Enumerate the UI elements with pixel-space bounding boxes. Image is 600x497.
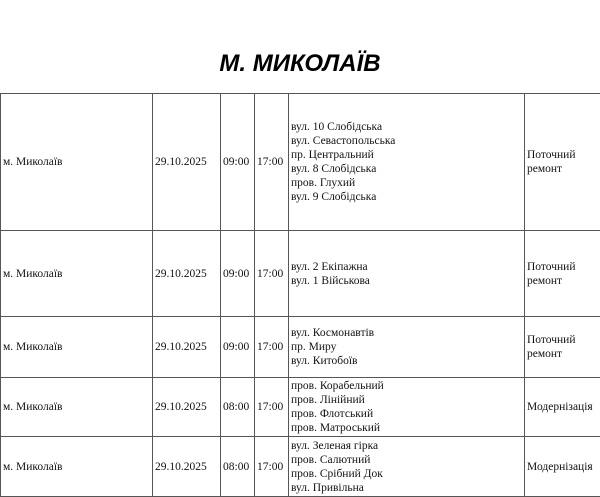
street-name: вул. 1 Військова	[291, 274, 370, 287]
streets-cell	[289, 437, 525, 497]
work-type-cell: Модернізація	[525, 437, 600, 497]
city-cell: м. Миколаїв	[1, 437, 153, 497]
city-cell: м. Миколаїв	[1, 378, 153, 437]
date-cell: 29.10.2025	[153, 94, 221, 231]
table-row	[1, 94, 600, 231]
start-time-cell: 09:00	[221, 317, 255, 378]
table-row	[1, 378, 600, 437]
street-name: вул. 9 Слобідська	[291, 191, 377, 203]
street-name: вул. 10 Слобідська	[291, 121, 383, 133]
street-name: пров. Салютний	[291, 453, 371, 466]
end-time-cell: 17:00	[255, 231, 289, 317]
start-time-cell: 08:00	[221, 378, 255, 437]
street-name: пр. Миру	[291, 341, 337, 353]
end-time-cell: 17:00	[255, 94, 289, 231]
start-time-cell: 08:00	[221, 437, 255, 497]
work-type-cell: Поточний ремонт	[525, 317, 600, 378]
outage-schedule-table	[0, 93, 600, 497]
work-type-cell: Модернізація	[525, 378, 600, 437]
streets-cell	[289, 317, 525, 378]
date-cell: 29.10.2025	[153, 437, 221, 497]
street-name: вул. Космонавтів	[291, 327, 375, 339]
street-name: пров. Срібний Док	[291, 467, 383, 480]
street-name: вул. 2 Екіпажна	[291, 260, 368, 273]
street-name: пров. Флотський	[291, 408, 374, 420]
street-name: вул. Зеленая гірка	[291, 439, 379, 452]
city-cell: м. Миколаїв	[1, 94, 153, 231]
start-time-cell: 09:00	[221, 231, 255, 317]
street-name: пров. Глухий	[291, 177, 356, 189]
street-name: вул. Китобоїв	[291, 355, 358, 367]
streets-cell	[289, 94, 525, 231]
street-name: вул. Привільна	[291, 481, 364, 494]
streets-cell	[289, 231, 525, 317]
streets-cell	[289, 378, 525, 437]
date-cell: 29.10.2025	[153, 378, 221, 437]
street-name: пров. Матроський	[291, 422, 381, 434]
start-time-cell: 09:00	[221, 94, 255, 231]
city-cell: м. Миколаїв	[1, 231, 153, 317]
date-cell: 29.10.2025	[153, 231, 221, 317]
table-row	[1, 231, 600, 317]
work-type-cell: Поточний ремонт	[525, 94, 600, 231]
street-name: пров. Лінійний	[291, 394, 365, 406]
street-name: вул. Севастопольська	[291, 135, 396, 147]
work-type-cell: Поточний ремонт	[525, 231, 600, 317]
page-title: М. МИКОЛАЇВ	[219, 50, 381, 77]
street-name: вул. 8 Слобідська	[291, 163, 377, 175]
end-time-cell: 17:00	[255, 437, 289, 497]
city-cell: м. Миколаїв	[1, 317, 153, 378]
table-row	[1, 437, 600, 497]
end-time-cell: 17:00	[255, 317, 289, 378]
street-name: пров. Корабельний	[291, 380, 384, 392]
date-cell: 29.10.2025	[153, 317, 221, 378]
end-time-cell: 17:00	[255, 378, 289, 437]
street-name: пр. Центральний	[291, 149, 374, 161]
table-row	[1, 317, 600, 378]
